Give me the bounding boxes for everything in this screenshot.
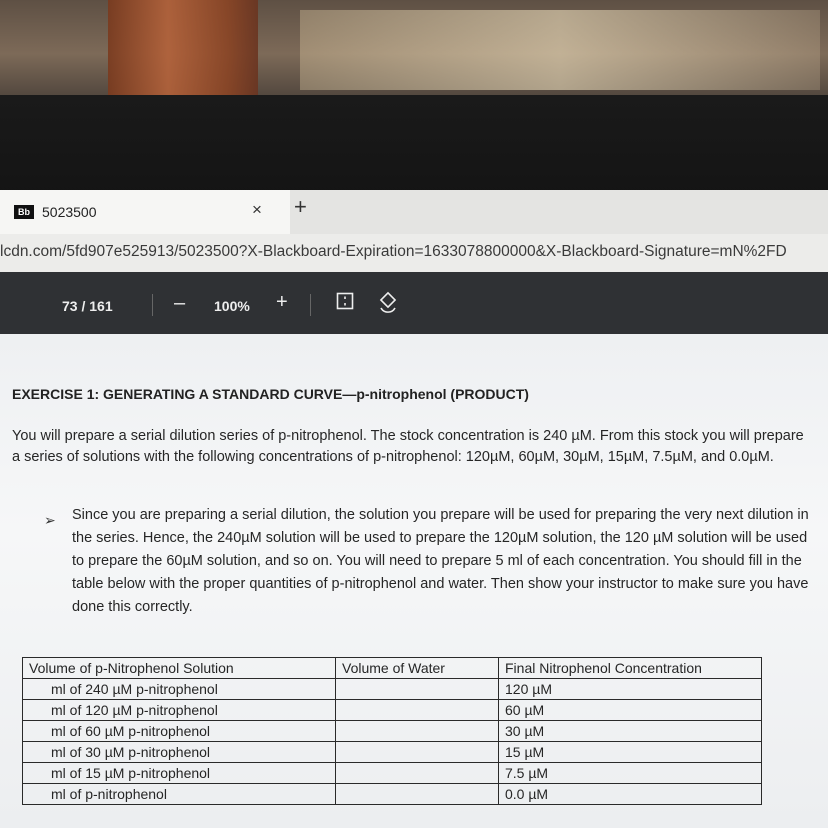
background-light — [300, 10, 820, 90]
table-cell — [336, 763, 499, 784]
instruction-bullet: Since you are preparing a serial dilution, the solution you prepare will be used for preparing the very next dilution in the series. Hence, the 240µM solution will be used to prepare the 120µM solution, the 120 µM solution will be used to prepare the 60µM solution, and so on. You will need to prepare 5 ml of each concentration. You should fill in the table below with the proper quantities of p-nitrophenol and water. Then show your instructor to make sure you have done this correctly. — [72, 507, 809, 615]
zoom-level[interactable]: 100% — [214, 298, 250, 314]
column-header: Volume of Water — [336, 658, 499, 679]
close-tab-icon[interactable]: × — [252, 200, 262, 219]
table-cell: ml of 15 µM p-nitrophenol — [23, 763, 336, 784]
table-cell: 120 µM — [499, 679, 762, 700]
table-cell: ml of 120 µM p-nitrophenol — [23, 700, 336, 721]
column-header: Volume of p-Nitrophenol Solution — [23, 658, 336, 679]
url-text[interactable]: lcdn.com/5fd907e525913/5023500?X-Blackboard-Expiration=1633078800000&X-Blackboard-Signature=mN%2FD — [0, 243, 787, 260]
exercise-heading: EXERCISE 1: GENERATING A STANDARD CURVE—p-nitrophenol (PRODUCT) — [12, 386, 529, 402]
table-row — [23, 784, 762, 805]
table-header-row — [23, 658, 762, 679]
table-cell: 30 µM — [499, 721, 762, 742]
background-curtain — [108, 0, 258, 110]
table-row — [23, 763, 762, 784]
intro-paragraph: You will prepare a serial dilution series of p-nitrophenol. The stock concentration is 240 µM. From this stock you will prepare a series of solutions with the following concentrations of p-nitrophenol: 120µM, 60µM, 30µM, 15µM, 7.5µM, and 0.0µM. — [12, 428, 804, 465]
pdf-toolbar — [0, 272, 828, 334]
table-cell — [336, 742, 499, 763]
zoom-in-button[interactable]: + — [276, 291, 288, 313]
toolbar-divider — [310, 294, 311, 316]
table-cell — [336, 679, 499, 700]
table-row — [23, 721, 762, 742]
table-row — [23, 742, 762, 763]
table-cell: ml of 240 µM p-nitrophenol — [23, 679, 336, 700]
table-cell: ml of 30 µM p-nitrophenol — [23, 742, 336, 763]
table-cell — [336, 700, 499, 721]
monitor-bezel — [0, 95, 828, 200]
table-cell: ml of 60 µM p-nitrophenol — [23, 721, 336, 742]
table-cell — [336, 721, 499, 742]
table-row — [23, 679, 762, 700]
table-row — [23, 700, 762, 721]
table-cell: 15 µM — [499, 742, 762, 763]
zoom-out-button[interactable]: – — [174, 292, 186, 314]
table-cell — [336, 784, 499, 805]
column-header: Final Nitrophenol Concentration — [499, 658, 762, 679]
table-cell: 0.0 µM — [499, 784, 762, 805]
rotate-icon[interactable] — [376, 290, 400, 314]
toolbar-divider — [152, 294, 153, 316]
fit-page-icon[interactable] — [336, 292, 354, 310]
table-cell: ml of p-nitrophenol — [23, 784, 336, 805]
bullet-arrow-icon: ➢ — [44, 512, 56, 528]
new-tab-button[interactable]: + — [294, 194, 307, 219]
page-indicator[interactable]: 73 / 161 — [62, 298, 113, 314]
table-cell: 60 µM — [499, 700, 762, 721]
tab-title[interactable]: 5023500 — [42, 204, 97, 220]
blackboard-logo: Bb — [14, 205, 34, 219]
table-cell: 7.5 µM — [499, 763, 762, 784]
dilution-table — [22, 657, 762, 805]
